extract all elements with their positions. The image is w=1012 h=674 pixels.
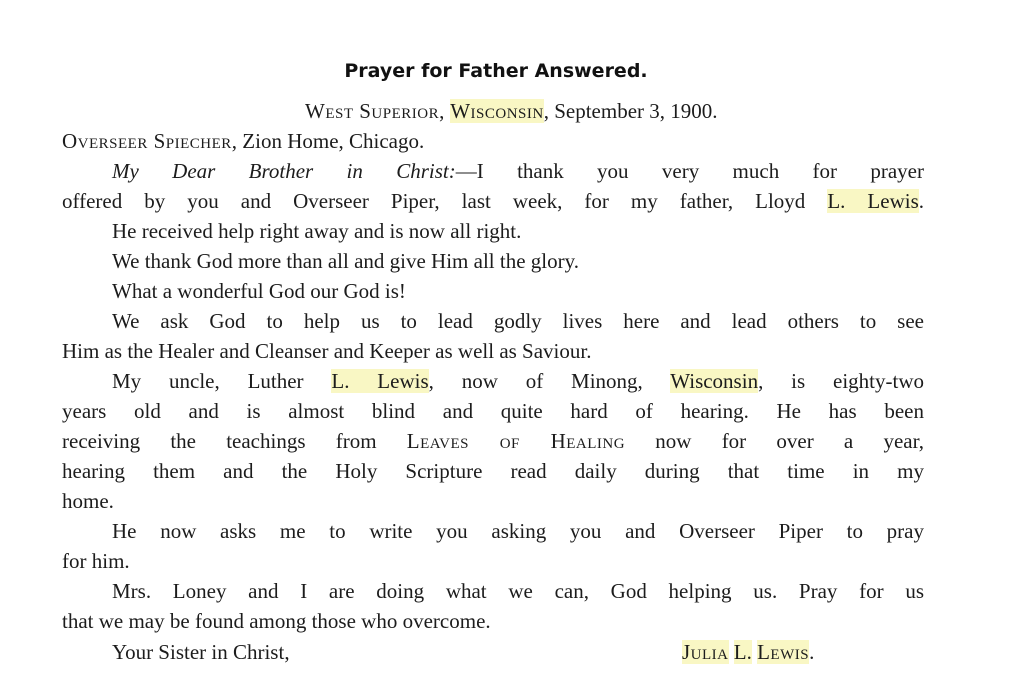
closing: Your Sister in Christ, Julia L. Lewis. bbox=[112, 637, 924, 667]
paragraph-line: He received help right away and is now all right. bbox=[112, 219, 522, 243]
paragraph-line: for him. bbox=[62, 549, 130, 573]
publication-name: Leaves of Healing bbox=[406, 429, 626, 453]
highlight-wisconsin: Wisconsin bbox=[670, 369, 759, 393]
paragraph-line: years old and is almost blind and quite hard of hearing. He has been bbox=[62, 399, 924, 423]
paragraph-line: that we may be found among those who overcome. bbox=[62, 609, 491, 633]
paragraph-line: hearing them and the Holy Scripture read daily during that time in my bbox=[62, 459, 924, 483]
paragraph-line: receiving the teachings from Leaves of Healing now for over a year, bbox=[62, 429, 924, 453]
dateline: West Superior, Wisconsin, September 3, 1900. bbox=[305, 99, 718, 123]
paragraph-line: Him as the Healer and Cleanser and Keeper as well as Saviour. bbox=[62, 339, 592, 363]
highlight-lewis: L. Lewis bbox=[331, 369, 429, 393]
highlight-lewis: L. Lewis bbox=[827, 189, 919, 213]
article-title: Prayer for Father Answered. bbox=[344, 60, 648, 82]
paragraph-line: He now asks me to write you asking you and Overseer Piper to pray bbox=[112, 519, 924, 543]
paragraph-line: home. bbox=[62, 489, 114, 513]
paragraph-line: What a wonderful God our God is! bbox=[112, 279, 406, 303]
paragraph-line: We thank God more than all and give Him all the glory. bbox=[112, 249, 579, 273]
signature: Julia L. Lewis. bbox=[682, 640, 815, 664]
paragraph-line: offered by you and Overseer Piper, last week, for my father, Lloyd L. Lewis. bbox=[62, 189, 924, 213]
addressee: Overseer Spiecher, Zion Home, Chicago. bbox=[62, 129, 425, 153]
salutation: My Dear Brother in Christ: bbox=[112, 159, 456, 183]
paragraph-line: Mrs. Loney and I are doing what we can, God helping us. Pray for us bbox=[112, 579, 924, 603]
paragraph-line: My uncle, Luther L. Lewis, now of Minong, Wisconsin, is eighty-two bbox=[112, 369, 924, 393]
highlight-wisconsin: Wisconsin bbox=[450, 99, 544, 123]
paragraph-line: We ask God to help us to lead godly lives here and lead others to see bbox=[112, 309, 924, 333]
salutation-line: My Dear Brother in Christ:—I thank you very much for prayer bbox=[112, 159, 925, 183]
